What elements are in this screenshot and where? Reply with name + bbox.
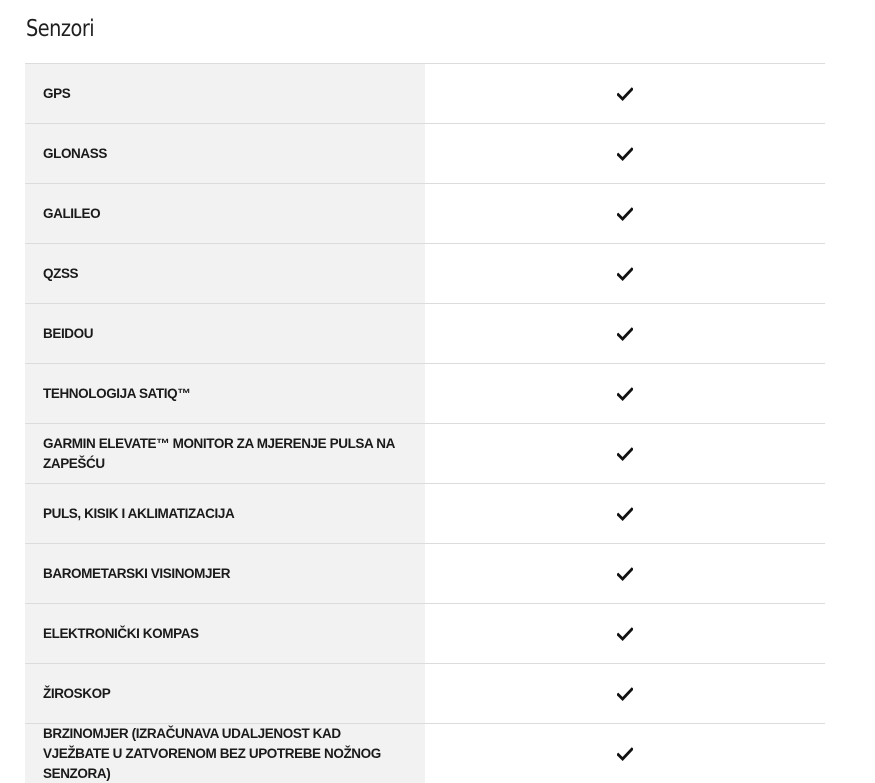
row-label-cell bbox=[25, 604, 425, 663]
table-row bbox=[25, 604, 825, 664]
table-row bbox=[25, 184, 825, 244]
row-label-cell bbox=[25, 124, 425, 183]
row-value-cell bbox=[425, 244, 825, 303]
row-value-cell bbox=[425, 424, 825, 483]
table-row bbox=[25, 304, 825, 364]
section-title: Senzori bbox=[26, 16, 95, 42]
row-label-cell bbox=[25, 64, 425, 123]
check-icon bbox=[617, 327, 633, 341]
row-label-cell bbox=[25, 244, 425, 303]
row-label: BEIDOU bbox=[43, 325, 94, 341]
row-label: ŽIROSKOP bbox=[43, 685, 111, 701]
table-row bbox=[25, 64, 825, 124]
row-label: BAROMETARSKI VISINOMJER bbox=[43, 565, 231, 581]
table-row bbox=[25, 484, 825, 544]
check-icon bbox=[617, 687, 633, 701]
row-value-cell bbox=[425, 544, 825, 603]
check-icon bbox=[617, 627, 633, 641]
row-label: GPS bbox=[43, 85, 71, 101]
row-value-cell bbox=[425, 484, 825, 543]
check-icon bbox=[617, 747, 633, 761]
check-icon bbox=[617, 87, 633, 101]
row-label-cell bbox=[25, 664, 425, 723]
row-value-cell bbox=[425, 64, 825, 123]
table-row bbox=[25, 724, 825, 783]
row-label: PULS, KISIK I AKLIMATIZACIJA bbox=[43, 505, 235, 521]
specs-table bbox=[25, 63, 825, 783]
row-label: ELEKTRONIČKI KOMPAS bbox=[43, 625, 199, 641]
table-row bbox=[25, 664, 825, 724]
row-value-cell bbox=[425, 724, 825, 783]
row-label-cell bbox=[25, 424, 425, 483]
table-row bbox=[25, 244, 825, 304]
table-row bbox=[25, 544, 825, 604]
check-icon bbox=[617, 147, 633, 161]
check-icon bbox=[617, 567, 633, 581]
check-icon bbox=[617, 207, 633, 221]
check-icon bbox=[617, 507, 633, 521]
row-label: BRZINOMJER (IZRAČUNAVA UDALJENOST KAD VJEŽBATE U ZATVORENOM BEZ UPOTREBE NOŽNOG SENZORA) bbox=[43, 726, 381, 781]
check-icon bbox=[617, 447, 633, 461]
table-row bbox=[25, 124, 825, 184]
check-icon bbox=[617, 387, 633, 401]
table-row bbox=[25, 364, 825, 424]
row-label-cell bbox=[25, 364, 425, 423]
check-icon bbox=[617, 267, 633, 281]
row-label: QZSS bbox=[43, 265, 79, 281]
row-value-cell bbox=[425, 364, 825, 423]
row-label: GARMIN ELEVATE™ MONITOR ZA MJERENJE PULSA NA ZAPEŠĆU bbox=[43, 435, 395, 471]
row-value-cell bbox=[425, 184, 825, 243]
row-value-cell bbox=[425, 124, 825, 183]
row-label-cell bbox=[25, 304, 425, 363]
row-label-cell bbox=[25, 184, 425, 243]
row-value-cell bbox=[425, 664, 825, 723]
row-label-cell bbox=[25, 544, 425, 603]
table-row bbox=[25, 424, 825, 484]
row-value-cell bbox=[425, 304, 825, 363]
row-label: GALILEO bbox=[43, 205, 101, 221]
row-label: GLONASS bbox=[43, 145, 107, 161]
row-value-cell bbox=[425, 604, 825, 663]
row-label-cell bbox=[25, 484, 425, 543]
row-label: TEHNOLOGIJA SATIQ™ bbox=[43, 385, 191, 401]
row-label-cell bbox=[25, 724, 425, 783]
